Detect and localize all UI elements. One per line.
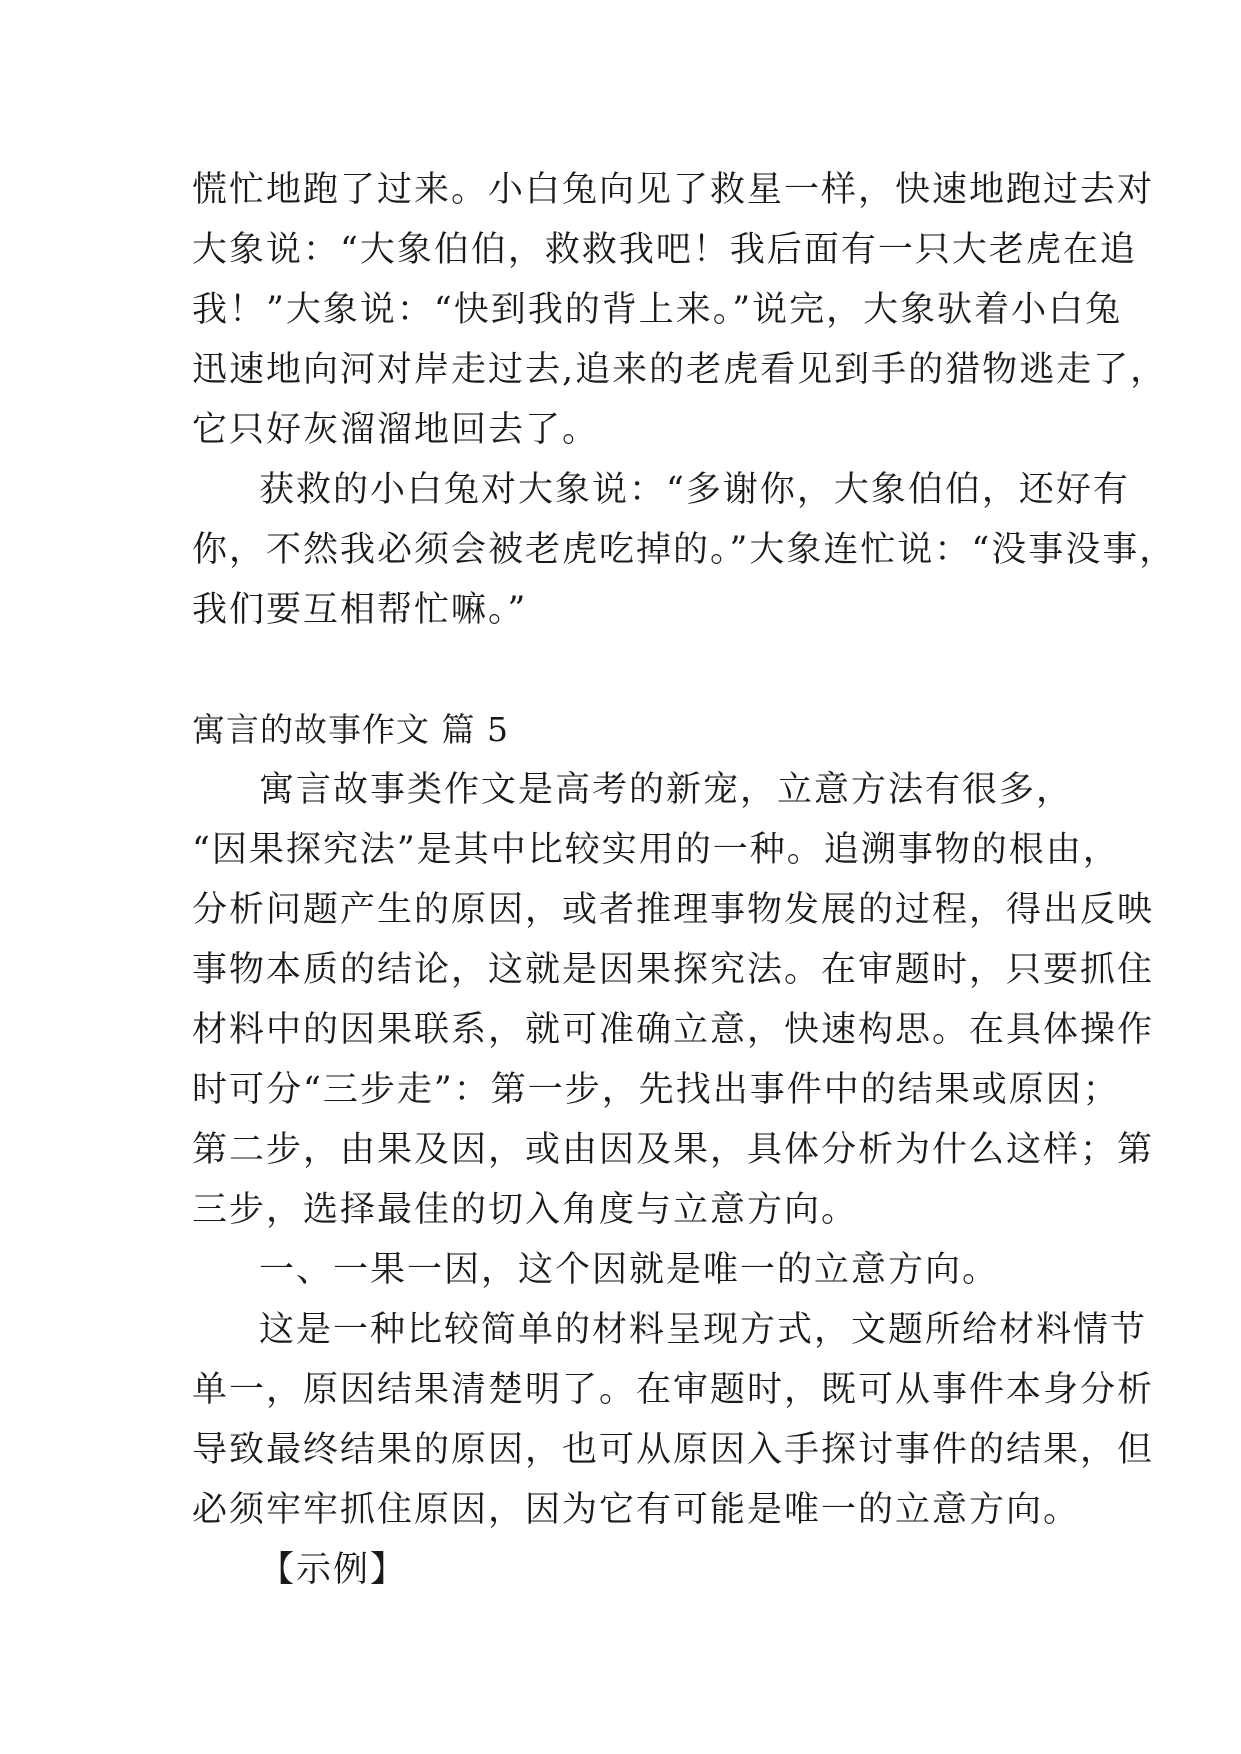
text-line: 获救的小白兔对大象说：“多谢你，大象伯伯，还好有 <box>259 470 1130 510</box>
text-line: 迅速地向河对岸走过去,追来的老虎看见到手的猎物逃走了， <box>192 350 1168 390</box>
text-line: 分析问题产生的原因，或者推理事物发展的过程，得出反映 <box>192 890 1155 930</box>
text-line: 必须牢牢抓住原因，因为它有可能是唯一的立意方向。 <box>192 1490 1081 1530</box>
text-line: 慌忙地跑了过来。小白兔向见了救星一样，快速地跑过去对 <box>192 170 1155 210</box>
section-heading: 寓言的故事作文 篇 5 <box>192 710 509 749</box>
text-line: 这是一种比较简单的材料呈现方式，文题所给材料情节 <box>259 1310 1148 1350</box>
paragraph-gap <box>192 640 1062 700</box>
text-line: 你，不然我必须会被老虎吃掉的。”大象连忙说：“没事没事， <box>192 530 1177 570</box>
text-line: 材料中的因果联系，就可准确立意，快速构思。在具体操作 <box>192 1010 1155 1050</box>
text-line: 导致最终结果的原因，也可从原因入手探讨事件的结果，但 <box>192 1430 1155 1470</box>
document-page <box>192 160 1177 1600</box>
text-line: “因果探究法”是其中比较实用的一种。追溯事物的根由， <box>192 830 1120 870</box>
text-line: 事物本质的结论，这就是因果探究法。在审题时，只要抓住 <box>192 950 1155 990</box>
point-heading: 一、一果一因，这个因就是唯一的立意方向。 <box>259 1250 1000 1290</box>
text-line: 大象说：“大象伯伯，救救我吧！我后面有一只大老虎在追 <box>192 230 1137 270</box>
text-line: 它只好灰溜溜地回去了。 <box>192 410 600 450</box>
text-line: 三步，选择最佳的切入角度与立意方向。 <box>192 1190 859 1230</box>
text-line: 我！”大象说：“快到我的背上来。”说完，大象驮着小白兔 <box>192 290 1123 330</box>
text-line: 第二步，由果及因，或由因及果，具体分析为什么这样；第 <box>192 1130 1155 1170</box>
example-label: 【示例】 <box>259 1550 408 1590</box>
text-line: 我们要互相帮忙嘛。” <box>192 590 528 630</box>
text-line: 时可分“三步走”：第一步，先找出事件中的结果或原因； <box>192 1070 1120 1110</box>
text-line: 寓言故事类作文是高考的新宠，立意方法有很多， <box>259 770 1074 810</box>
text-line: 单一，原因结果清楚明了。在审题时，既可从事件本身分析 <box>192 1370 1155 1410</box>
